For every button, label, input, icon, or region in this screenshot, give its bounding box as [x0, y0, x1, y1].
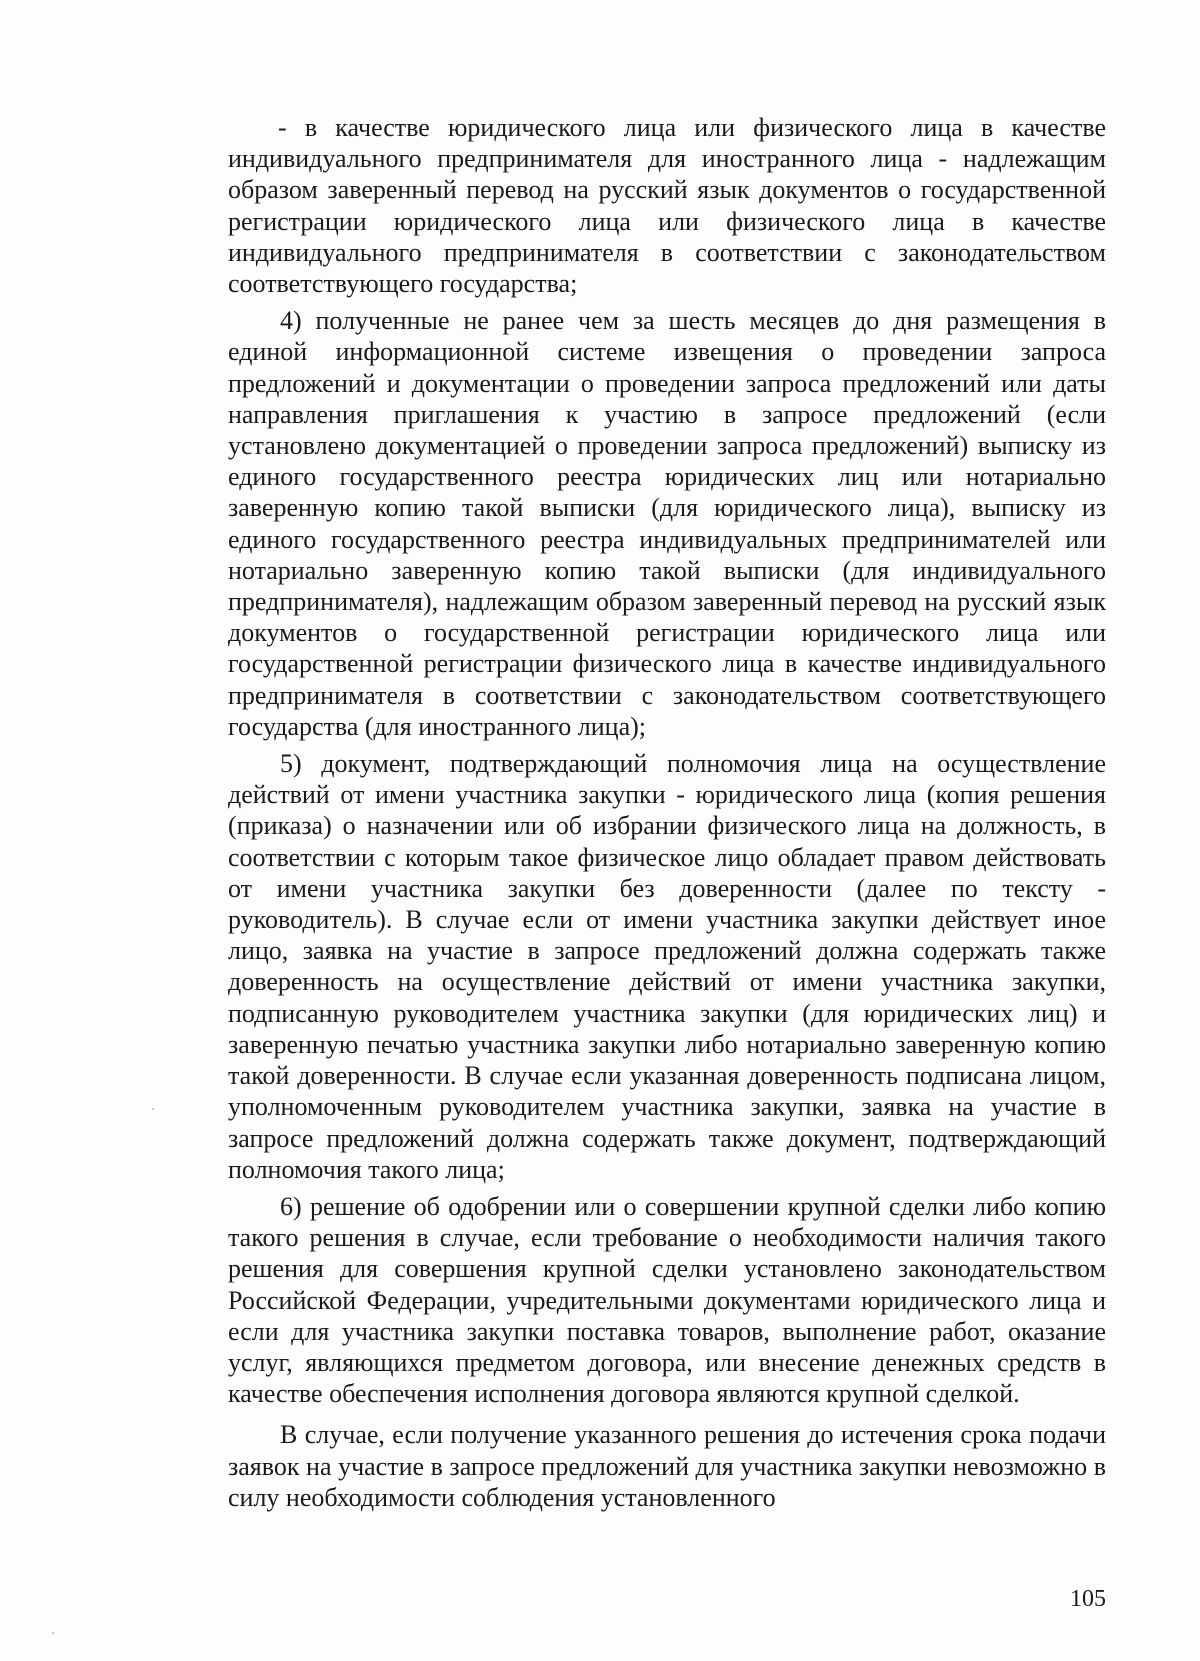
paragraph-item-6: 6) решение об одобрении или о совершении крупной сделки либо копию такого решения в случае, если требование о необходимости наличия такого решения для совершения крупной сделки установлено законодательством Российской Федерации, учредительными документами юридического лица и если для участника закупки поставка товаров, выполнение работ, оказание услуг, являющихся предметом договора, или внесение денежных средств в качестве обеспечения исполнения договора являются крупной сделкой.	[228, 1191, 1106, 1409]
paragraph-item-5: 5) документ, подтверждающий полномочия лица на осуществление действий от имени участника закупки - юридического лица (копия решения (приказа) о назначении или об избрании физического лица на должность, в соответствии с которым такое физическое лицо обладает правом действовать от имени участника закупки без доверенности (далее по тексту - руководитель). В случае если от имени участника закупки действует иное лицо, заявка на участие в запросе предложений должна содержать также доверенность на осуществление действий от имени участника закупки, подписанную руководителем участника закупки (для юридических лиц) и заверенную печатью участника закупки либо нотариально заверенную копию такой доверенности. В случае если указанная доверенность подписана лицом, уполномоченным руководителем участника закупки, заявка на участие в запросе предложений должна содержать также документ, подтверждающий полномочия такого лица;	[228, 749, 1106, 1184]
paragraph-continuation: В случае, если получение указанного решения до истечения срока подачи заявок на участие в запросе предложений для участника закупки невозможно в силу необходимости соблюдения установленного	[228, 1420, 1106, 1512]
paragraph-foreign-entity: - в качестве юридического лица или физического лица в качестве индивидуального предпринимателя для иностранного лица - надлежащим образом заверенный перевод на русский язык документов о государственной регистрации юридического лица или физического лица в качестве индивидуального предпринимателя в соответствии с законодательством соответствующего государства;	[228, 113, 1106, 299]
scan-artifact	[52, 1632, 54, 1634]
document-body	[228, 112, 1106, 1519]
page-number: 105	[1070, 1586, 1106, 1612]
paragraph-item-4: 4) полученные не ранее чем за шесть месяцев до дня размещения в единой информационной системе извещения о проведении запроса предложений и документации о проведении запроса предложений или даты направления приглашения к участию в запросе предложений (если установлено документацией о проведении запроса предложений) выписку из единого государственного реестра юридических лиц или нотариально заверенную копию такой выписки (для юридического лица), выписку из единого государственного реестра индивидуальных предпринимателей или нотариально заверенную копию такой выписки (для индивидуального предпринимателя), надлежащим образом заверенный перевод на русский язык документов о государственной регистрации юридического лица или государственной регистрации физического лица в качестве индивидуального предпринимателя в соответствии с законодательством соответствующего государства (для иностранного лица);	[228, 306, 1106, 741]
scan-artifact	[152, 1108, 154, 1110]
